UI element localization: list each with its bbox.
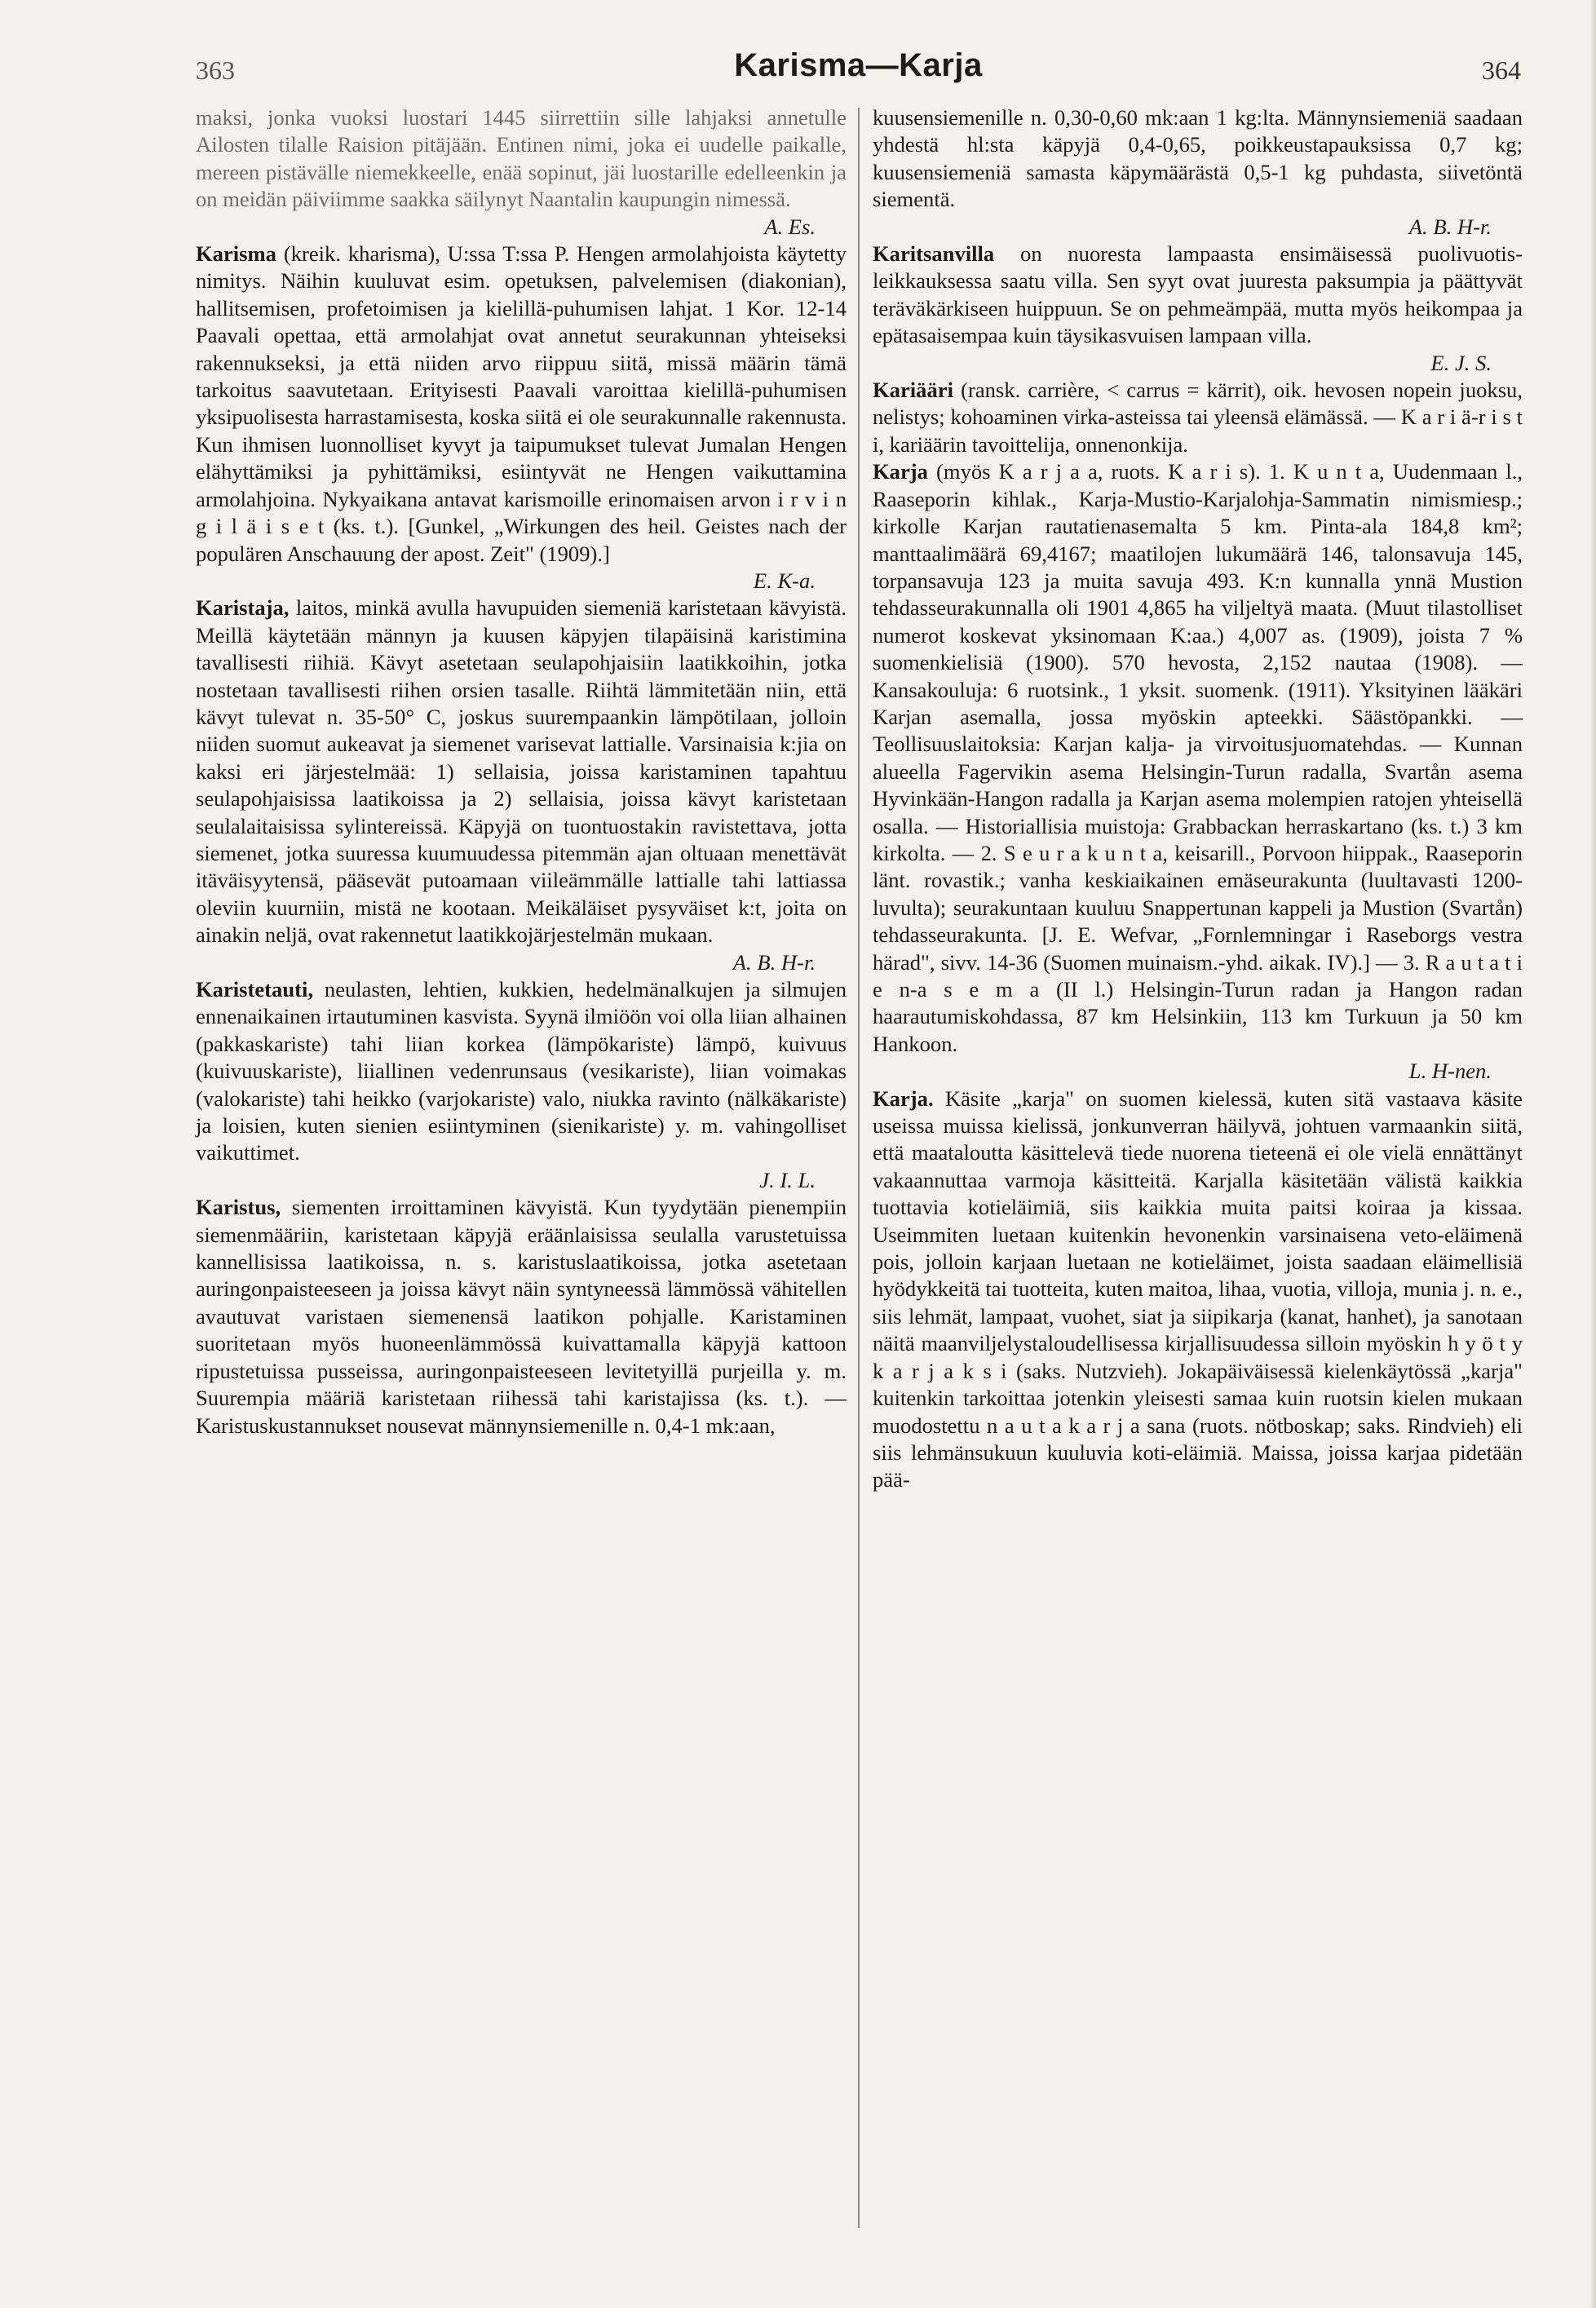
author-signature: L. H-nen.: [1408, 1059, 1492, 1084]
running-head: Karisma—Karja: [734, 47, 983, 83]
entry-text: laitos, minkä avulla havupuiden siemeniä karistetaan kävyistä. Meillä käytetään männyn ja kuusen käpyjen tilapäisinä karistimina tavallisesti riihiä. Kävyt asetetaan seulapohjaisiin laatikkoihin, jotka nostetaan tavallisesti riihen orsien tasalle. Riihtä lämmitetään niin, että kävyt tulevat n. 35-50° C, joskus suurempaankin lämpötilaan, jolloin niiden suomut aukeavat ja siemenet varisevat lattialle. Varsinaisia k:jia on kaksi eri järjestelmää: 1) sellaisia, joissa karistaminen tapahtuu seulapohjaisissa laatikoissa ja 2) sellaisia, joissa kävyt karistetaan seulalaitaisissa sylintereissä. Käpyjä on tuontuostakin ravistettava, jotta siemenet, jotka suuressa kuumuudessa pitemmän ajan oltuaan menettävät itäväisyytensä, pääsevät putoamaan viileämmälle lattialle tahi lattiassa oleviin kuurniin, mistä ne kootaan. Meikäläiset pysyväiset k:t, joita on ainakin neljä, ovat rakennetut laatikkojärjestelmän mukaan.: [196, 595, 847, 948]
entry-text: (kreik. kharisma), U:ssa T:ssa P. Hengen armolahjoista käytetty nimitys. Näihin kuuluvat esim. opetuksen, palvelemisen (diakonian), hallitsemisen, profetoimisen ja kielillä-puhumisen lahjat. 1 Kor. 12-14 Paavali opettaa, että armolahjat ovat annetut seurakunnan yhteiseksi rakennukseksi, ja että niiden arvo riippuu siitä, missä määrin tämä tarkoitus saavutetaan. Erityisesti Paavali varoittaa kielillä-puhumisen yksipuolisesta harrastamisesta, koska siitä ei ole seurakunnalle rakennusta. Kun ihmisen luonnolliset kyvyt ja taipumukset tulevat Jumalan Hengen elähyttämiksi ja pyhittämiksi, esiintyvät ne Hengen vaikuttamina armolahjoina. Nykyaikana antavat karismoille erinomaisen arvon i r v i n g i l ä i s e t (ks. t.). [Gunkel, „Wirkungen des heil. Geistes nach der populären Anschauung der apost. Zeit" (1909).]: [196, 241, 847, 566]
entry-headword: Karistaja,: [196, 595, 290, 621]
author-signature: A. B. H-r.: [1408, 214, 1492, 239]
left-column: [196, 104, 847, 1439]
entry-kariaari: [873, 377, 1523, 458]
author-signature: E. J. S.: [1430, 350, 1492, 375]
entry-karistetauti: [196, 976, 847, 1194]
entry-text: (ransk. carrière, < carrus = kärrit), oik. hevosen nopein juoksu, nelistys; kohoaminen virka-asteissa tai yleensä elämässä. — K a r i ä-r i s t i, kariäärin tavoittelija, onnenonkija.: [873, 378, 1523, 457]
entry-text: Käsite „karja" on suomen kielessä, kuten sitä vastaava käsite useissa muissa kielissä, jonkunverran häilyvä, johtuen varmaankin siitä, että maataloutta käsittelevä tiede nuorena tieteenä ei ole vielä ennättänyt vakaannuttaa varmoja käsitteitä. Karjalla käsitetään välistä kaikkia tuottavia kotieläimiä, siis kaikkia muita paitsi koiraa ja kissaa. Useimmiten luetaan kuitenkin hevonenkin varsinaisena veto-eläimenä pois, jolloin karjaan luetaan ne kotieläimet, joista saadaan eläimellisiä hyödykkeitä tai tuotteita, kuten maitoa, lihaa, vuotia, villoja, munia j. n. e., siis lehmät, lampaat, vuohet, siat ja siipikarja (kanat, hanhet), ja sanotaan näitä maanviljelystaloudellisessa kirjallisuudessa silloin myöskin h y ö t y k a r j a k s i (saks. Nutzvieh). Jokapäiväisessä kielenkäytössä „karja" kuitenkin tarkoittaa jotenkin yleisesti samaa kuin ruotsin kielen mukaan muodostettu n a u t a k a r j a sana (ruots. nötboskap; saks. Rindvieh) eli siis lehmänsukuun kuuluvia koti-eläimiä. Maissa, joissa karjaa pidetään pää-: [873, 1085, 1523, 1492]
entry-text: kuusensiemenille n. 0,30-0,60 mk:aan 1 kg:lta. Männynsiemeniä saadaan yhdestä hl:sta käpyjä 0,4-0,65, poikkeustapauksissa 0,7 kg; kuusensiemeniä samasta käpymäärästä 0,5-1 kg puhdasta, siivetöntä siementä.: [873, 105, 1523, 212]
right-column: [873, 104, 1523, 1494]
entry-headword: Karisma: [196, 241, 276, 267]
page-number-left: 363: [196, 55, 235, 85]
entry-text: (myös K a r j a a, ruots. K a r i s). 1. K u n t a, Uudenmaan l., Raaseporin kihlak., Karja-Mustio-Karjalohja-Sammatin nimismiesp.; kirkolle Karjan rautatienasemalta 5 km. Pinta-ala 184,8 km²; manttaalimäärä 69,4167; maatilojen lukumäärä 146, talonsavuja 145, torpansavuja 123 ja muita savuja 493. K:n kunnalla ynnä Mustion tehdasseurakunnalla oli 1901 4,865 ha viljeltyä maata. (Muut tilastolliset numerot koskevat yksinomaan K:aa.) 4,007 as. (1909), joista 7 % suomenkielisiä (1900). 570 hevosta, 2,152 nautaa (1908). — Kansakouluja: 6 ruotsink., 1 yksit. suomenk. (1911). Yksityinen lääkäri Karjan asemalla, jossa myöskin apteekki. Säästöpankki. — Teollisuuslaitoksia: Karjan kalja- ja virvoitusjuomatehdas. — Kunnan alueella Fagervikin asema Helsingin-Turun radalla, Svartån asema Hyvinkään-Hangon radalla ja Karjan asema molempien ratojen yhteisellä osalla. — Historiallisia muistoja: Grabbackan herraskartano (ks. t.) 3 km kirkolta. — 2. S e u r a k u n t a, keisarill., Porvoon hiippak., Raaseporin länt. rovastik.; vanha keskiaikainen emäseurakunta (luultavasti 1200-luvulta); seurakuntaan kuuluu Snappertunan kappeli ja Mustion (Svartån) tehdasseurakunta. [J. E. Wefvar, „Fornlemningar i Raseborgs vestra härad", sivv. 14-36 (Suomen muinaism.-yhd. aikak. IV).] — 3. R a u t a t i e n-a s e m a (II l.) Helsingin-Turun radan ja Hangon radan haarautumiskohdassa, 87 km Helsinkiin, 113 km Turkuun ja 50 km Hankoon.: [873, 459, 1523, 1056]
entry-karja-kasite: [873, 1085, 1523, 1494]
entry-text: maksi, jonka vuoksi luostari 1445 siirrettiin sille lahjaksi annetulle Ailosten tilalle Raision pitäjään. Entinen nimi, joka ei uudelle paikalle, mereen pistävälle niemekkeelle, enää sopinut, jäi luostarille edelleenkin ja on meidän päiviimme saakka säilynyt Naantalin kaupungin nimessä.: [196, 105, 847, 212]
entry-text: neulasten, lehtien, kukkien, hedelmänalkujen ja silmujen ennenaikainen irtautuminen kasvista. Syynä ilmiöön voi olla liian alhainen (pakkaskariste) tahi liian korkea (lämpökariste) lämpö, kuivuus (kuivuuskariste), liiallinen vedenrunsaus (vesikariste), liian voimakas (valokariste) tahi heikko (varjokariste) valo, niukka ravinto (nälkäkariste) ja loisien, kuten sienien esiintyminen (sienikariste) y. m. vahingolliset vaikuttimet.: [196, 977, 847, 1165]
entry-headword: Karja: [873, 459, 928, 484]
entry-karja-kunta: [873, 458, 1523, 1085]
entry-headword: Karistetauti,: [196, 977, 314, 1001]
author-signature: J. I. L.: [759, 1167, 816, 1192]
entry-headword: Karistus,: [196, 1195, 281, 1220]
entry-karitsanvilla: [873, 241, 1523, 377]
entry-continuation: [196, 104, 847, 241]
entry-text: on nuoresta lampaasta ensimäisessä puolivuotis-leikkauksessa saatu villa. Sen syyt ovat juuresta paksumpia ja päättyvät teräväkärkiseen huippuun. Se on pehmeämpää, mutta myös heikompaa ja epätasaisempaa kuin täysikasvuisen lampaan villa.: [873, 241, 1523, 348]
entry-headword: Kariääri: [873, 378, 953, 403]
author-signature: A. B. H-r.: [732, 949, 816, 975]
entry-karistus: [196, 1194, 847, 1439]
column-divider: [858, 108, 860, 2228]
entry-karistaja: [196, 595, 847, 976]
entry-headword: Karitsanvilla: [873, 241, 995, 267]
entry-karisma: [196, 241, 847, 595]
author-signature: E. K-a.: [753, 568, 816, 593]
entry-headword: Karja.: [873, 1085, 934, 1111]
entry-continuation: [873, 104, 1523, 241]
entry-text: siementen irroittaminen kävyistä. Kun tyydytään pienempiin siemenmääriin, karistetaan käpyjä eräänlaisissa seulalla varustetuissa kannellisissa laatikoissa, n. s. karistuslaatikoissa, jotka asetetaan auringonpaisteeseen ja joissa kävyt näin syntyneessä lämmössä vähitellen avautuvat varistaen siemenensä laatikon pohjalle. Karistaminen suoritetaan myös huoneenlämmössä kuivattamalla käpyjä kattoon ripustetuissa pusseissa, auringonpaisteeseen levitetyillä purjeilla y. m. Suurempia määriä karistetaan riihessä tahi karistajissa (ks. t.). — Karistuskustannukset nousevat männynsiemenille n. 0,4-1 mk:aan,: [196, 1195, 847, 1438]
page-header: [196, 47, 1521, 88]
author-signature: A. Es.: [764, 214, 816, 239]
page-edge-shadow: [1589, 0, 1596, 2308]
page-number-right: 364: [1482, 55, 1521, 85]
